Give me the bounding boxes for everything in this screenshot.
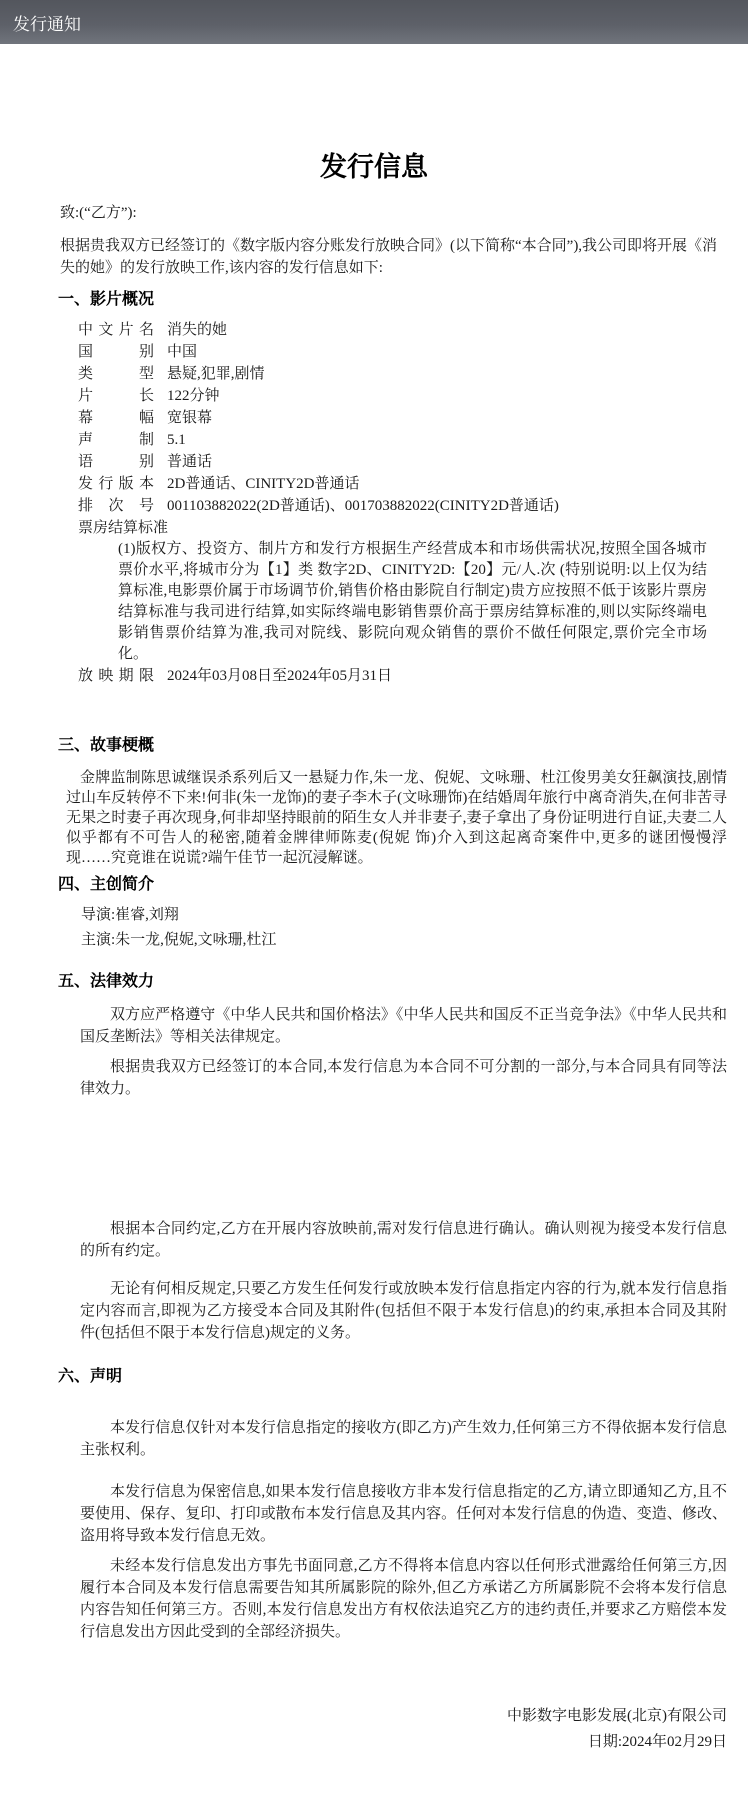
section-heading-film-overview: 一、影片概况 [58,291,155,308]
field-row-sound [78,429,727,451]
salutation-line: 致:(“乙方”): [60,205,137,221]
document-page [0,150,748,1755]
field-value: 中国 [167,344,198,360]
section-heading-statement: 六、声明 [58,1368,123,1385]
field-value: 消失的她 [167,322,228,338]
field-row-country [78,341,727,363]
intro-paragraph: 根据贵我双方已经签订的《数字版内容分账发行放映合同》(以下简称“本合同”),我公司即将开展《消失的她》的发行放映工作,该内容的发行信息如下: [60,238,718,276]
field-label: 发行版本 [78,475,154,492]
field-value: 5.1 [167,432,186,448]
issue-date: 日期:2024年02月29日 [587,1734,727,1750]
field-label: 国别 [78,343,154,360]
section-heading-credits: 四、主创简介 [58,876,155,893]
field-label: 类型 [78,365,154,382]
app-title-bar [0,0,748,44]
section-heading-legal: 五、法律效力 [58,973,155,990]
synopsis-paragraph: 金牌监制陈思诚继误杀系列后又一悬疑力作,朱一龙、倪妮、文咏珊、杜江俊男美女狂飙演技,剧情过山车反转停不下来!何非(朱一龙饰)的妻子李木子(文咏珊饰)在结婚周年旅行中离奇消失,在何非苦寻无果之时妻子再次现身,何非却坚持眼前的陌生女人并非妻子,妻子拿出了身份证明进行自证,夫妻二人似乎都有不可告人的秘密,随着金牌律师陈麦(倪妮 饰)介入到这起离奇案件中,更多的谜团慢慢浮现……究竟谁在说谎?端午佳节一起沉浸解谜。 [66,770,727,866]
section-heading-synopsis: 三、故事梗概 [58,737,155,754]
director-line: 导演:崔睿,刘翔 [81,907,179,923]
field-row-schedule-number [78,495,727,517]
page-break-gap [0,1100,748,1218]
field-value: 122分钟 [167,388,220,404]
legal-paragraph: 根据本合同约定,乙方在开展内容放映前,需对发行信息进行确认。确认则视为接受本发行信息的所有约定。 [80,1221,727,1259]
legal-paragraph: 无论有何相反规定,只要乙方发生任何发行或放映本发行信息指定内容的行为,就本发行信息指定内容而言,即视为乙方接受本合同及其附件(包括但不限于本发行信息)的约束,承担本合同及其附件(包括但不限于本发行信息)规定的义务。 [80,1281,727,1341]
field-value: 悬疑,犯罪,剧情 [167,366,265,382]
field-row-aspect [78,407,727,429]
field-row-chinese-title [78,319,727,341]
field-value: 001103882022(2D普通话)、001703882022(CINITY2D普通话) [167,498,559,514]
window-title: 发行通知 [13,14,81,34]
box-office-standard-text: (1)版权方、投资方、制片方和发行方根据生产经营成本和市场供需状况,按照全国各城市票价水平,将城市分为【1】类 数字2D、CINITY2D:【20】元/人.次 (特别说明:以上仅为结算标准,电影票价属于市场调节价,销售价格由影院自行制定)贵方应按照不低于该影片票房结算标准与我司进行结算,如实际终端电影销售票价高于票房结算标准的,则以实际终端电影销售票价结算为准,我司对院线、影院向观众销售的票价不做任何限定,票价完全市场化。 [118,541,707,662]
field-label: 排次号 [78,497,154,514]
field-row-runtime [78,385,727,407]
field-value: 普通话 [167,454,213,470]
statement-paragraph: 本发行信息仅针对本发行信息指定的接收方(即乙方)产生效力,任何第三方不得依据本发行信息主张权利。 [80,1420,727,1458]
field-value: 宽银幕 [167,410,213,426]
legal-paragraph: 根据贵我双方已经签订的本合同,本发行信息为本合同不可分割的一部分,与本合同具有同等法律效力。 [80,1059,727,1097]
field-value: 2024年03月08日至2024年05月31日 [167,668,393,684]
legal-paragraph: 双方应严格遵守《中华人民共和国价格法》《中华人民共和国反不正当竞争法》《中华人民共和国反垄断法》等相关法律规定。 [80,1007,727,1045]
field-row-screening-period [78,665,727,687]
issuer-company-name: 中影数字电影发展(北京)有限公司 [507,1708,727,1724]
field-row-genre [78,363,727,385]
cast-line: 主演:朱一龙,倪妮,文咏珊,杜江 [81,932,277,948]
field-row-language [78,451,727,473]
box-office-standard-label: 票房结算标准 [78,519,169,536]
signature-block [0,1703,727,1755]
field-label: 幕幅 [78,409,154,426]
statement-paragraph: 本发行信息为保密信息,如果本发行信息接收方非本发行信息指定的乙方,请立即通知乙方,且不要使用、保存、复印、打印或散布本发行信息及其内容。任何对本发行信息的伪造、变造、修改、盗用将导致本发行信息无效。 [80,1484,727,1544]
field-value: 2D普通话、CINITY2D普通话 [167,476,360,492]
film-info-fields [78,319,727,687]
document-title: 发行信息 [320,152,428,182]
field-row-release-version [78,473,727,495]
field-label: 放映期限 [78,667,154,684]
field-label: 片长 [78,387,154,404]
field-label: 声制 [78,431,154,448]
statement-paragraph: 未经本发行信息发出方事先书面同意,乙方不得将本信息内容以任何形式泄露给任何第三方,因履行本合同及本发行信息需要告知其所属影院的除外,但乙方承诺乙方所属影院不会将本发行信息内容告知任何第三方。否则,本发行信息发出方有权依法追究乙方的违约责任,并要求乙方赔偿本发行信息发出方因此受到的全部经济损失。 [80,1558,727,1640]
field-label: 语别 [78,453,154,470]
field-label: 中文片名 [78,321,154,338]
